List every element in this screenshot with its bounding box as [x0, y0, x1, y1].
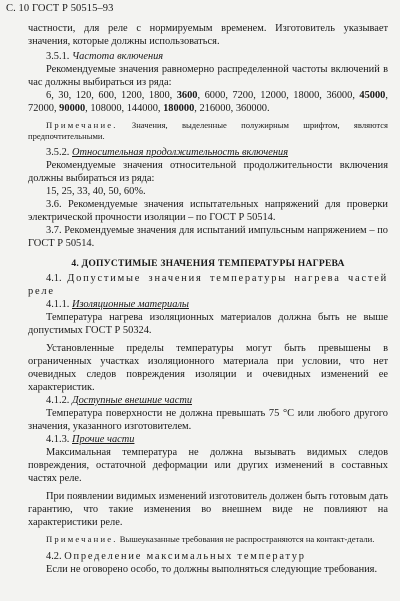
paragraph: Температура нагрева изоляционных материалов должна быть не выше допустимых ГОСТ Р 50324.: [28, 312, 388, 336]
subsection-4-1-1: [28, 298, 388, 311]
series-text: , 108000, 144000,: [85, 103, 164, 114]
paragraph: частности, для реле с нормируемым временем. Изготовитель указывает значения, которые должны использоваться.: [28, 23, 388, 47]
subsection-4-1-3: [28, 433, 388, 446]
series-text: 6, 30, 120, 600, 1200, 1800,: [46, 90, 177, 101]
paragraph: Рекомендуемые значения равномерно распределенной частоты включений в час должны выбираться из ряда:: [28, 64, 388, 88]
section-number: 4.1.3.: [46, 434, 70, 445]
section-number: 3.5.2.: [46, 147, 70, 158]
section-heading: 4. ДОПУСТИМЫЕ ЗНАЧЕНИЯ ТЕМПЕРАТУРЫ НАГРЕВА: [71, 258, 345, 269]
section-title: Изоляционные материалы: [72, 299, 189, 310]
note-label: Примечание.: [46, 120, 118, 130]
section-number: 4.1.1.: [46, 299, 70, 310]
subsection-3-5-2: [28, 146, 388, 159]
bold-value: 90000: [59, 103, 86, 114]
note-label: Примечание.: [46, 534, 118, 544]
section-title: Определение максимальных температур: [64, 550, 306, 562]
bold-value: 45000: [359, 90, 386, 101]
paragraph: Температура поверхности не должна превышать 75 °С или любого другого значения, указанного изготовителем.: [28, 408, 388, 432]
section-number: 4.1.2.: [46, 395, 70, 406]
section-number: 4.2.: [46, 550, 62, 562]
page-content: [28, 22, 388, 576]
value-series: [28, 89, 388, 115]
paragraph: 3.6. Рекомендуемые значения испытательных напряжений для проверки электрической прочности изоляции – по ГОСТ Р 50514.: [28, 199, 388, 223]
bold-value: 180000: [163, 103, 195, 114]
paragraph: Если не оговорено особо, то должны выполняться следующие требования.: [46, 563, 378, 575]
note-text: Вышеуказанные требования не распространяются на контакт-детали.: [117, 534, 375, 544]
section-4-2: [28, 550, 388, 563]
section-title: Относительная продолжительность включения: [72, 147, 289, 158]
section-title: Допустимые значения температуры нагрева частей реле: [28, 273, 388, 297]
paragraph: Рекомендуемые значения относительной продолжительности включения должны выбираться из ряда:: [28, 160, 388, 184]
paragraph: При появлении видимых изменений изготовитель должен быть готовым дать гарантию, что такие изменения во внешнем виде не повлияют на характеристики реле.: [28, 491, 388, 528]
series-text: , 6000, 7200, 12000, 18000, 36000,: [197, 90, 360, 101]
series-text: , 216000, 360000.: [194, 103, 270, 114]
section-title: Частота включения: [72, 51, 164, 62]
page-header: С. 10 ГОСТ Р 50515–93: [6, 3, 114, 14]
section-title: Прочие части: [72, 434, 135, 445]
note-text: Значения, выделенные полужирным шрифтом, являются предпочтительными.: [28, 120, 388, 141]
section-title: Доступные внешние части: [72, 395, 193, 406]
paragraph: Максимальная температура не должна вызывать видимых следов повреждения, остаточной деформации или других изменений в составных частях реле.: [28, 447, 388, 484]
paragraph: Установленные пределы температуры могут быть превышены в ограниченных участках изоляционного материала при условии, что нет очевидных следов повреждения изоляции и очевидных изменений ее характеристик.: [28, 343, 388, 393]
note: [28, 120, 388, 141]
section-number: 3.5.1.: [46, 51, 70, 62]
bold-value: 3600: [176, 90, 198, 101]
series-text: , 72000,: [28, 90, 388, 114]
subsection-3-5-1: [28, 50, 388, 63]
note: [28, 534, 388, 545]
section-number: 4.1.: [46, 273, 62, 284]
paragraph: 3.7. Рекомендуемые значения для испытаний импульсным напряжением – по ГОСТ Р 50514.: [28, 225, 388, 249]
subsection-4-1-2: [28, 394, 388, 407]
section-4-1: [28, 272, 388, 298]
value-series: 15, 25, 33, 40, 50, 60%.: [46, 186, 146, 197]
